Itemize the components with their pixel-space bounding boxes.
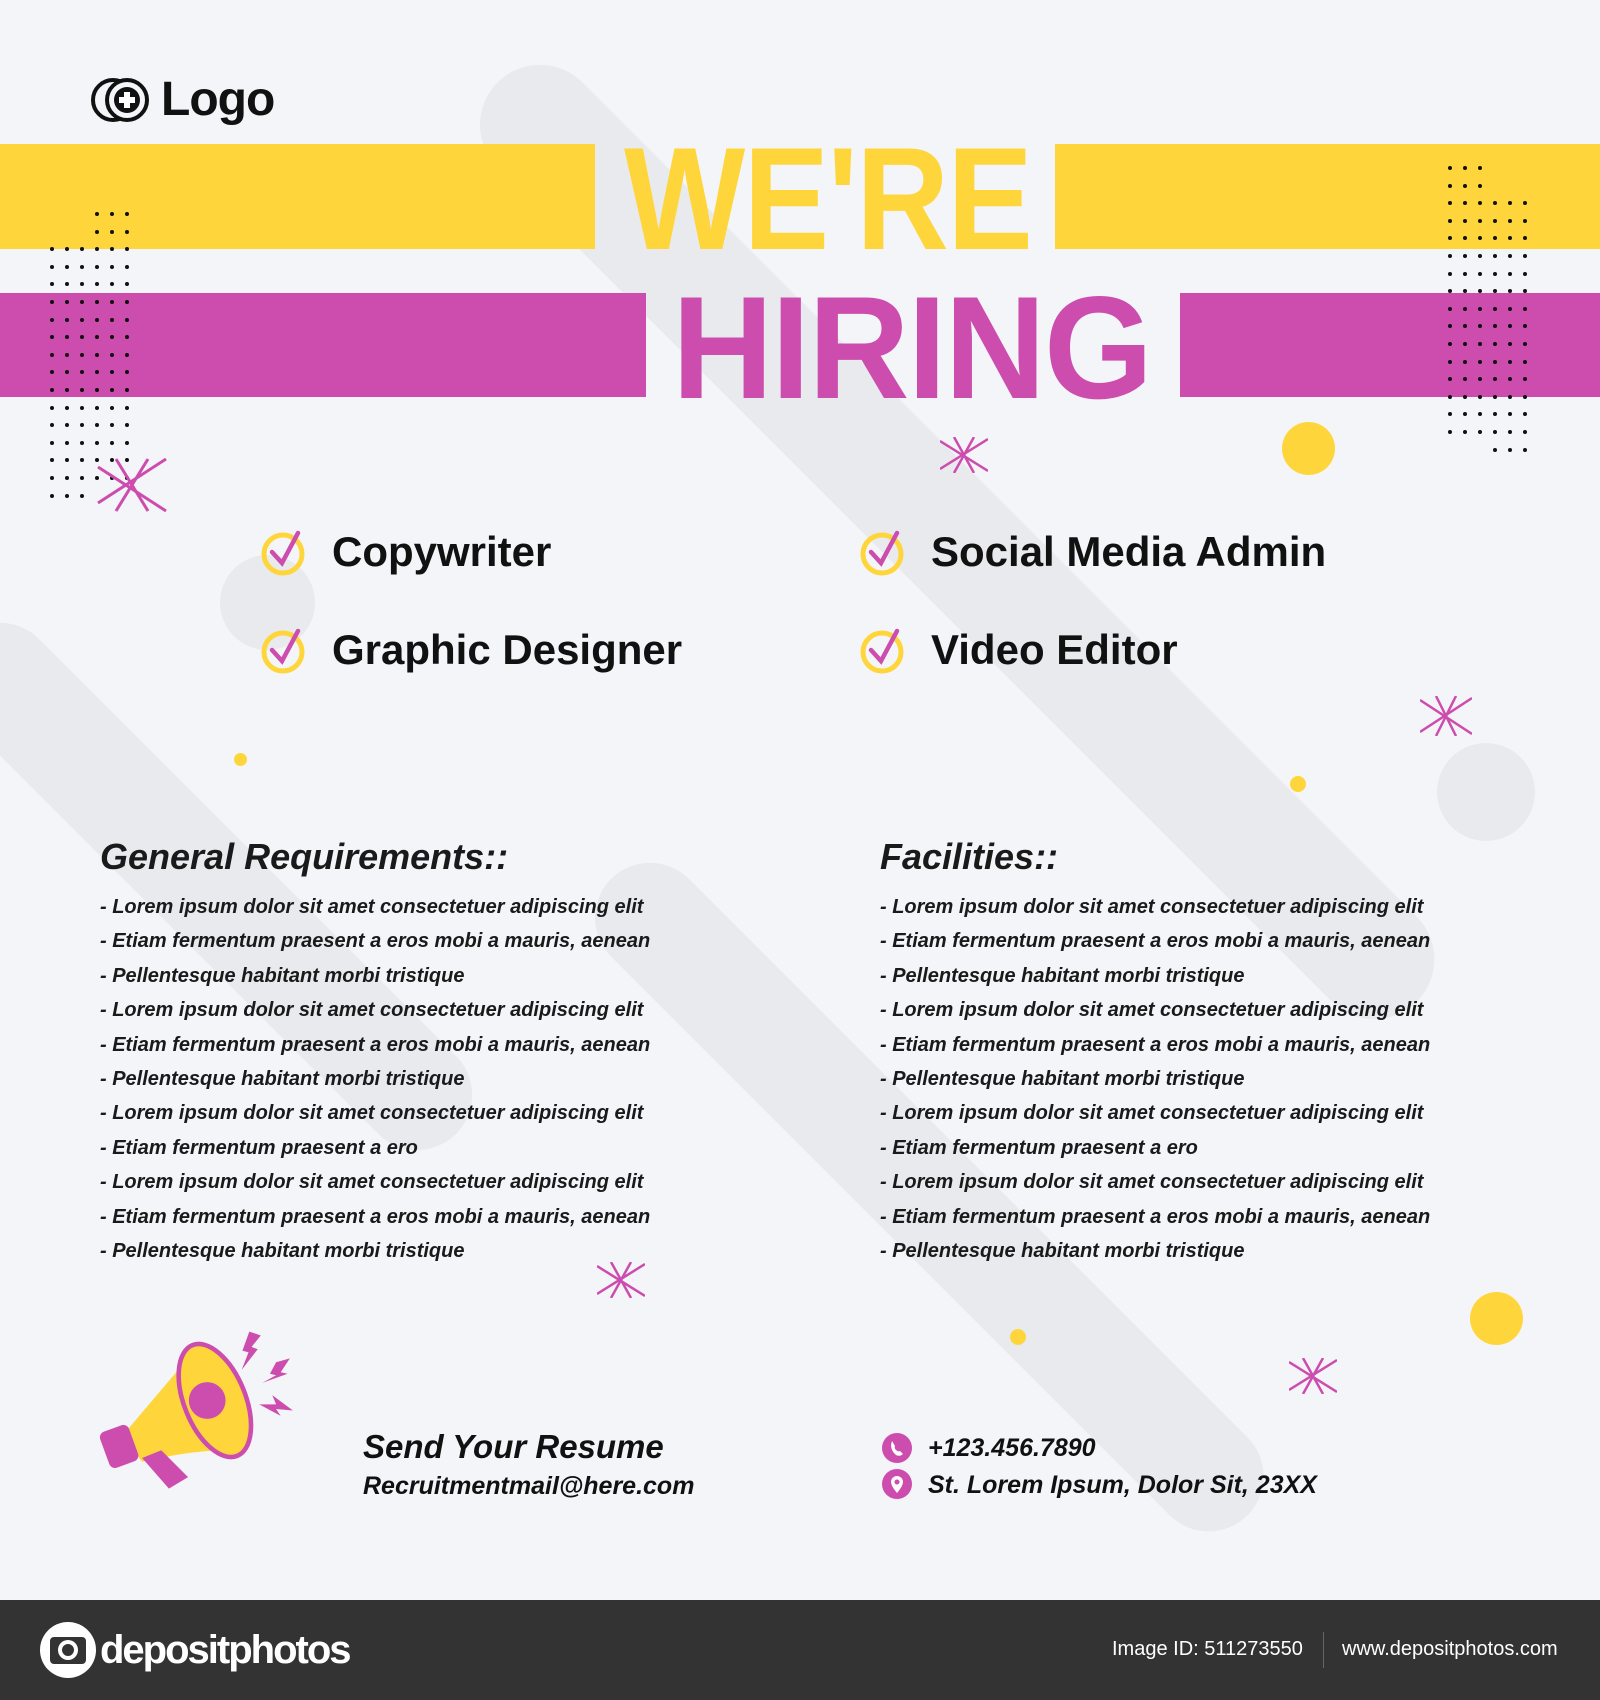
phone-number: +123.456.7890 [928, 1433, 1096, 1462]
dot [1489, 442, 1504, 460]
dot [61, 400, 76, 418]
dot [1459, 354, 1474, 372]
dot [106, 329, 121, 347]
dot [1459, 230, 1474, 248]
dot [1504, 318, 1519, 336]
list-item: - Lorem ipsum dolor sit amet consectetuer adipiscing elit [100, 1171, 644, 1194]
list-item: - Etiam fermentum praesent a eros mobi a mauris, aenean [100, 930, 651, 953]
headline-line2: HIRING [672, 266, 1152, 429]
dot [61, 312, 76, 330]
dot [1459, 301, 1474, 319]
dot [61, 470, 76, 488]
footer-brand[interactable] [40, 1622, 350, 1678]
dot [1459, 160, 1474, 178]
check-icon [859, 527, 909, 577]
location-pin-icon [882, 1469, 912, 1501]
dot [76, 382, 91, 400]
dot [1459, 371, 1474, 389]
dot [1459, 178, 1474, 196]
dot [1504, 301, 1519, 319]
dot [1474, 389, 1489, 407]
dot [121, 329, 136, 347]
dot [106, 276, 121, 294]
check-icon [859, 625, 909, 675]
job-item [859, 625, 1178, 675]
requirements-list [100, 890, 650, 1268]
dot [91, 364, 106, 382]
dot [1489, 283, 1504, 301]
dot [1444, 195, 1459, 213]
dot [1504, 283, 1519, 301]
dot [76, 276, 91, 294]
list-item: - Lorem ipsum dolor sit amet consectetuer adipiscing elit [880, 1171, 1424, 1194]
dot [76, 470, 91, 488]
dot [61, 435, 76, 453]
dot [1504, 266, 1519, 284]
dot [1489, 195, 1504, 213]
dot [91, 347, 106, 365]
dot [91, 400, 106, 418]
dot [76, 435, 91, 453]
dot [1474, 195, 1489, 213]
dot [121, 206, 136, 224]
dot [46, 259, 61, 277]
list-item: - Lorem ipsum dolor sit amet consectetuer adipiscing elit [880, 1102, 1424, 1125]
dot [1504, 442, 1519, 460]
dot [46, 382, 61, 400]
dot [1474, 354, 1489, 372]
dot [46, 276, 61, 294]
dot [1519, 442, 1534, 460]
list-item: - Pellentesque habitant morbi tristique [100, 964, 465, 987]
headline-line1: WE'RE [624, 117, 1032, 280]
dot [1459, 424, 1474, 442]
dot [1459, 283, 1474, 301]
dot [1444, 160, 1459, 178]
dot [1459, 266, 1474, 284]
dot [1444, 336, 1459, 354]
dot [46, 417, 61, 435]
dot [1519, 301, 1534, 319]
job-item [859, 527, 1326, 577]
dot [1474, 406, 1489, 424]
dot [1444, 213, 1459, 231]
yellow-dot [1010, 1329, 1026, 1345]
dot [1444, 318, 1459, 336]
dot [61, 347, 76, 365]
dot [91, 329, 106, 347]
dot [1489, 371, 1504, 389]
dot [106, 224, 121, 242]
dot [1504, 424, 1519, 442]
dot [121, 312, 136, 330]
footer-url[interactable]: www.depositphotos.com [1342, 1638, 1558, 1660]
dot [1519, 336, 1534, 354]
list-item: - Lorem ipsum dolor sit amet consectetuer adipiscing elit [100, 999, 644, 1022]
dot [76, 364, 91, 382]
dot [46, 400, 61, 418]
dot [1444, 283, 1459, 301]
dot [46, 347, 61, 365]
dot [1489, 354, 1504, 372]
dot [61, 329, 76, 347]
dot [1489, 318, 1504, 336]
dot [106, 435, 121, 453]
dot [91, 224, 106, 242]
yellow-dot [234, 753, 247, 766]
dot [46, 470, 61, 488]
job-item [260, 625, 682, 675]
dot [121, 435, 136, 453]
dot [76, 329, 91, 347]
dot [61, 259, 76, 277]
dot [1474, 318, 1489, 336]
list-item: - Pellentesque habitant morbi tristique [100, 1068, 465, 1091]
dot [121, 294, 136, 312]
dot [1489, 406, 1504, 424]
list-item: - Pellentesque habitant morbi tristique [100, 1240, 465, 1263]
dot [1444, 230, 1459, 248]
dot [1504, 213, 1519, 231]
dot [1519, 266, 1534, 284]
dot [1519, 213, 1534, 231]
dot [46, 364, 61, 382]
dot [1474, 230, 1489, 248]
bg-circle [1437, 743, 1535, 841]
list-item: - Pellentesque habitant morbi tristique [880, 1240, 1245, 1263]
dot [61, 452, 76, 470]
dot [61, 488, 76, 506]
dot [1459, 195, 1474, 213]
list-item: - Lorem ipsum dolor sit amet consectetuer adipiscing elit [100, 896, 644, 918]
list-item: - Lorem ipsum dolor sit amet consectetuer adipiscing elit [880, 896, 1424, 918]
dot [1474, 160, 1489, 178]
dot [1489, 424, 1504, 442]
dot [1519, 389, 1534, 407]
dot [91, 259, 106, 277]
dot [1444, 178, 1459, 196]
dot [106, 417, 121, 435]
dot [1519, 195, 1534, 213]
dot [1459, 406, 1474, 424]
dot [91, 241, 106, 259]
job-label: Copywriter [332, 528, 552, 575]
dot [91, 312, 106, 330]
facilities-title: Facilities:: [880, 836, 1059, 877]
dot [121, 276, 136, 294]
job-label: Video Editor [931, 626, 1178, 673]
dot [46, 488, 61, 506]
job-label: Social Media Admin [931, 528, 1327, 575]
list-item: - Etiam fermentum praesent a eros mobi a mauris, aenean [880, 930, 1431, 953]
dot [106, 206, 121, 224]
dot [46, 294, 61, 312]
dot [1489, 230, 1504, 248]
dot [76, 347, 91, 365]
dot [1504, 336, 1519, 354]
dot [1489, 266, 1504, 284]
yellow-circle [1470, 1292, 1523, 1345]
dot [76, 417, 91, 435]
yellow-circle [1282, 422, 1335, 475]
dot [1489, 301, 1504, 319]
list-item: - Lorem ipsum dolor sit amet consectetuer adipiscing elit [880, 999, 1424, 1022]
dot [1519, 230, 1534, 248]
dot [76, 488, 91, 506]
dot [91, 294, 106, 312]
list-item: - Lorem ipsum dolor sit amet consectetuer adipiscing elit [100, 1102, 644, 1125]
logo-text: Logo [161, 73, 275, 126]
dot [1519, 248, 1534, 266]
dot [1444, 248, 1459, 266]
dot [76, 312, 91, 330]
dot [106, 400, 121, 418]
list-item: - Etiam fermentum praesent a eros mobi a mauris, aenean [880, 1205, 1431, 1228]
dot [91, 417, 106, 435]
dot [91, 276, 106, 294]
dot [1474, 424, 1489, 442]
list-item: - Etiam fermentum praesent a ero [100, 1136, 418, 1159]
dot [1444, 266, 1459, 284]
dot [1459, 318, 1474, 336]
dot [91, 435, 106, 453]
dot [1504, 195, 1519, 213]
dot [1444, 406, 1459, 424]
dot [91, 206, 106, 224]
dot [1519, 371, 1534, 389]
cross-mark-icon [1420, 696, 1472, 736]
cross-mark-icon [1289, 1358, 1337, 1394]
dot-grid [1444, 160, 1534, 459]
dot [106, 382, 121, 400]
dot [1489, 389, 1504, 407]
dot [1504, 248, 1519, 266]
dot [1504, 389, 1519, 407]
address: St. Lorem Ipsum, Dolor Sit, 23XX [928, 1470, 1317, 1499]
megaphone-icon [100, 1312, 345, 1512]
dot [1444, 301, 1459, 319]
dot [106, 312, 121, 330]
email-link[interactable]: Recruitmentmail@here.com [363, 1472, 695, 1500]
phone-row [882, 1433, 1096, 1463]
dot [1459, 389, 1474, 407]
list-item: - Etiam fermentum praesent a eros mobi a mauris, aenean [100, 1205, 651, 1228]
dot [1474, 248, 1489, 266]
requirements-title: General Requirements:: [100, 836, 509, 877]
dot [1519, 406, 1534, 424]
dot [76, 294, 91, 312]
dot [1489, 336, 1504, 354]
dot [1489, 213, 1504, 231]
list-item: - Etiam fermentum praesent a eros mobi a mauris, aenean [880, 1033, 1431, 1056]
dot [61, 382, 76, 400]
dot [61, 276, 76, 294]
cross-mark-icon [96, 457, 168, 513]
facilities-list [880, 890, 1430, 1268]
dot [1444, 354, 1459, 372]
address-row [882, 1469, 1317, 1501]
dot [1474, 336, 1489, 354]
camera-icon [40, 1622, 96, 1678]
dot [121, 400, 136, 418]
dot [121, 347, 136, 365]
job-label: Graphic Designer [332, 626, 683, 673]
dot [91, 382, 106, 400]
magenta-bar-right [1180, 293, 1600, 397]
list-item: - Pellentesque habitant morbi tristique [880, 1068, 1245, 1091]
dot [106, 294, 121, 312]
resume-title: Send Your Resume [363, 1428, 664, 1465]
check-icon [260, 527, 310, 577]
dot [1519, 318, 1534, 336]
dot [1444, 371, 1459, 389]
dot [1474, 266, 1489, 284]
dot [1504, 406, 1519, 424]
footer-brand-text: depositphotos [100, 1627, 350, 1672]
dot [1474, 301, 1489, 319]
dot [61, 417, 76, 435]
dot [121, 224, 136, 242]
dot [76, 452, 91, 470]
yellow-dot [1290, 776, 1306, 792]
dot [121, 417, 136, 435]
dot [46, 241, 61, 259]
dot [106, 364, 121, 382]
dot [1474, 283, 1489, 301]
dot [61, 294, 76, 312]
dot [1489, 248, 1504, 266]
dot [76, 259, 91, 277]
dot [46, 452, 61, 470]
dot [1474, 213, 1489, 231]
dot [106, 259, 121, 277]
image-id: Image ID: 511273550 [1112, 1638, 1303, 1660]
dot [121, 382, 136, 400]
check-icon [260, 625, 310, 675]
cross-mark-icon [940, 437, 988, 473]
dot [1474, 178, 1489, 196]
dot [1459, 213, 1474, 231]
list-item: - Pellentesque habitant morbi tristique [880, 964, 1245, 987]
dot [61, 364, 76, 382]
footer [0, 1600, 1600, 1700]
dot [1459, 248, 1474, 266]
dot [1519, 283, 1534, 301]
dot [61, 241, 76, 259]
dot [121, 364, 136, 382]
list-item: - Etiam fermentum praesent a ero [880, 1136, 1198, 1159]
logo-icon [89, 76, 155, 124]
dot [106, 347, 121, 365]
dot [121, 241, 136, 259]
dot [1474, 371, 1489, 389]
dot [1444, 389, 1459, 407]
logo [89, 72, 274, 127]
dot [1444, 424, 1459, 442]
dot [106, 241, 121, 259]
dot [1519, 354, 1534, 372]
dot [76, 400, 91, 418]
dot [76, 241, 91, 259]
footer-divider [1323, 1632, 1324, 1668]
dot [46, 435, 61, 453]
list-item: - Etiam fermentum praesent a eros mobi a mauris, aenean [100, 1033, 651, 1056]
dot [46, 312, 61, 330]
dot [121, 259, 136, 277]
dot [46, 329, 61, 347]
job-item [260, 527, 551, 577]
dot [1459, 336, 1474, 354]
dot [1504, 230, 1519, 248]
dot [1504, 371, 1519, 389]
phone-icon [882, 1433, 912, 1463]
dot [1504, 354, 1519, 372]
dot [1519, 424, 1534, 442]
